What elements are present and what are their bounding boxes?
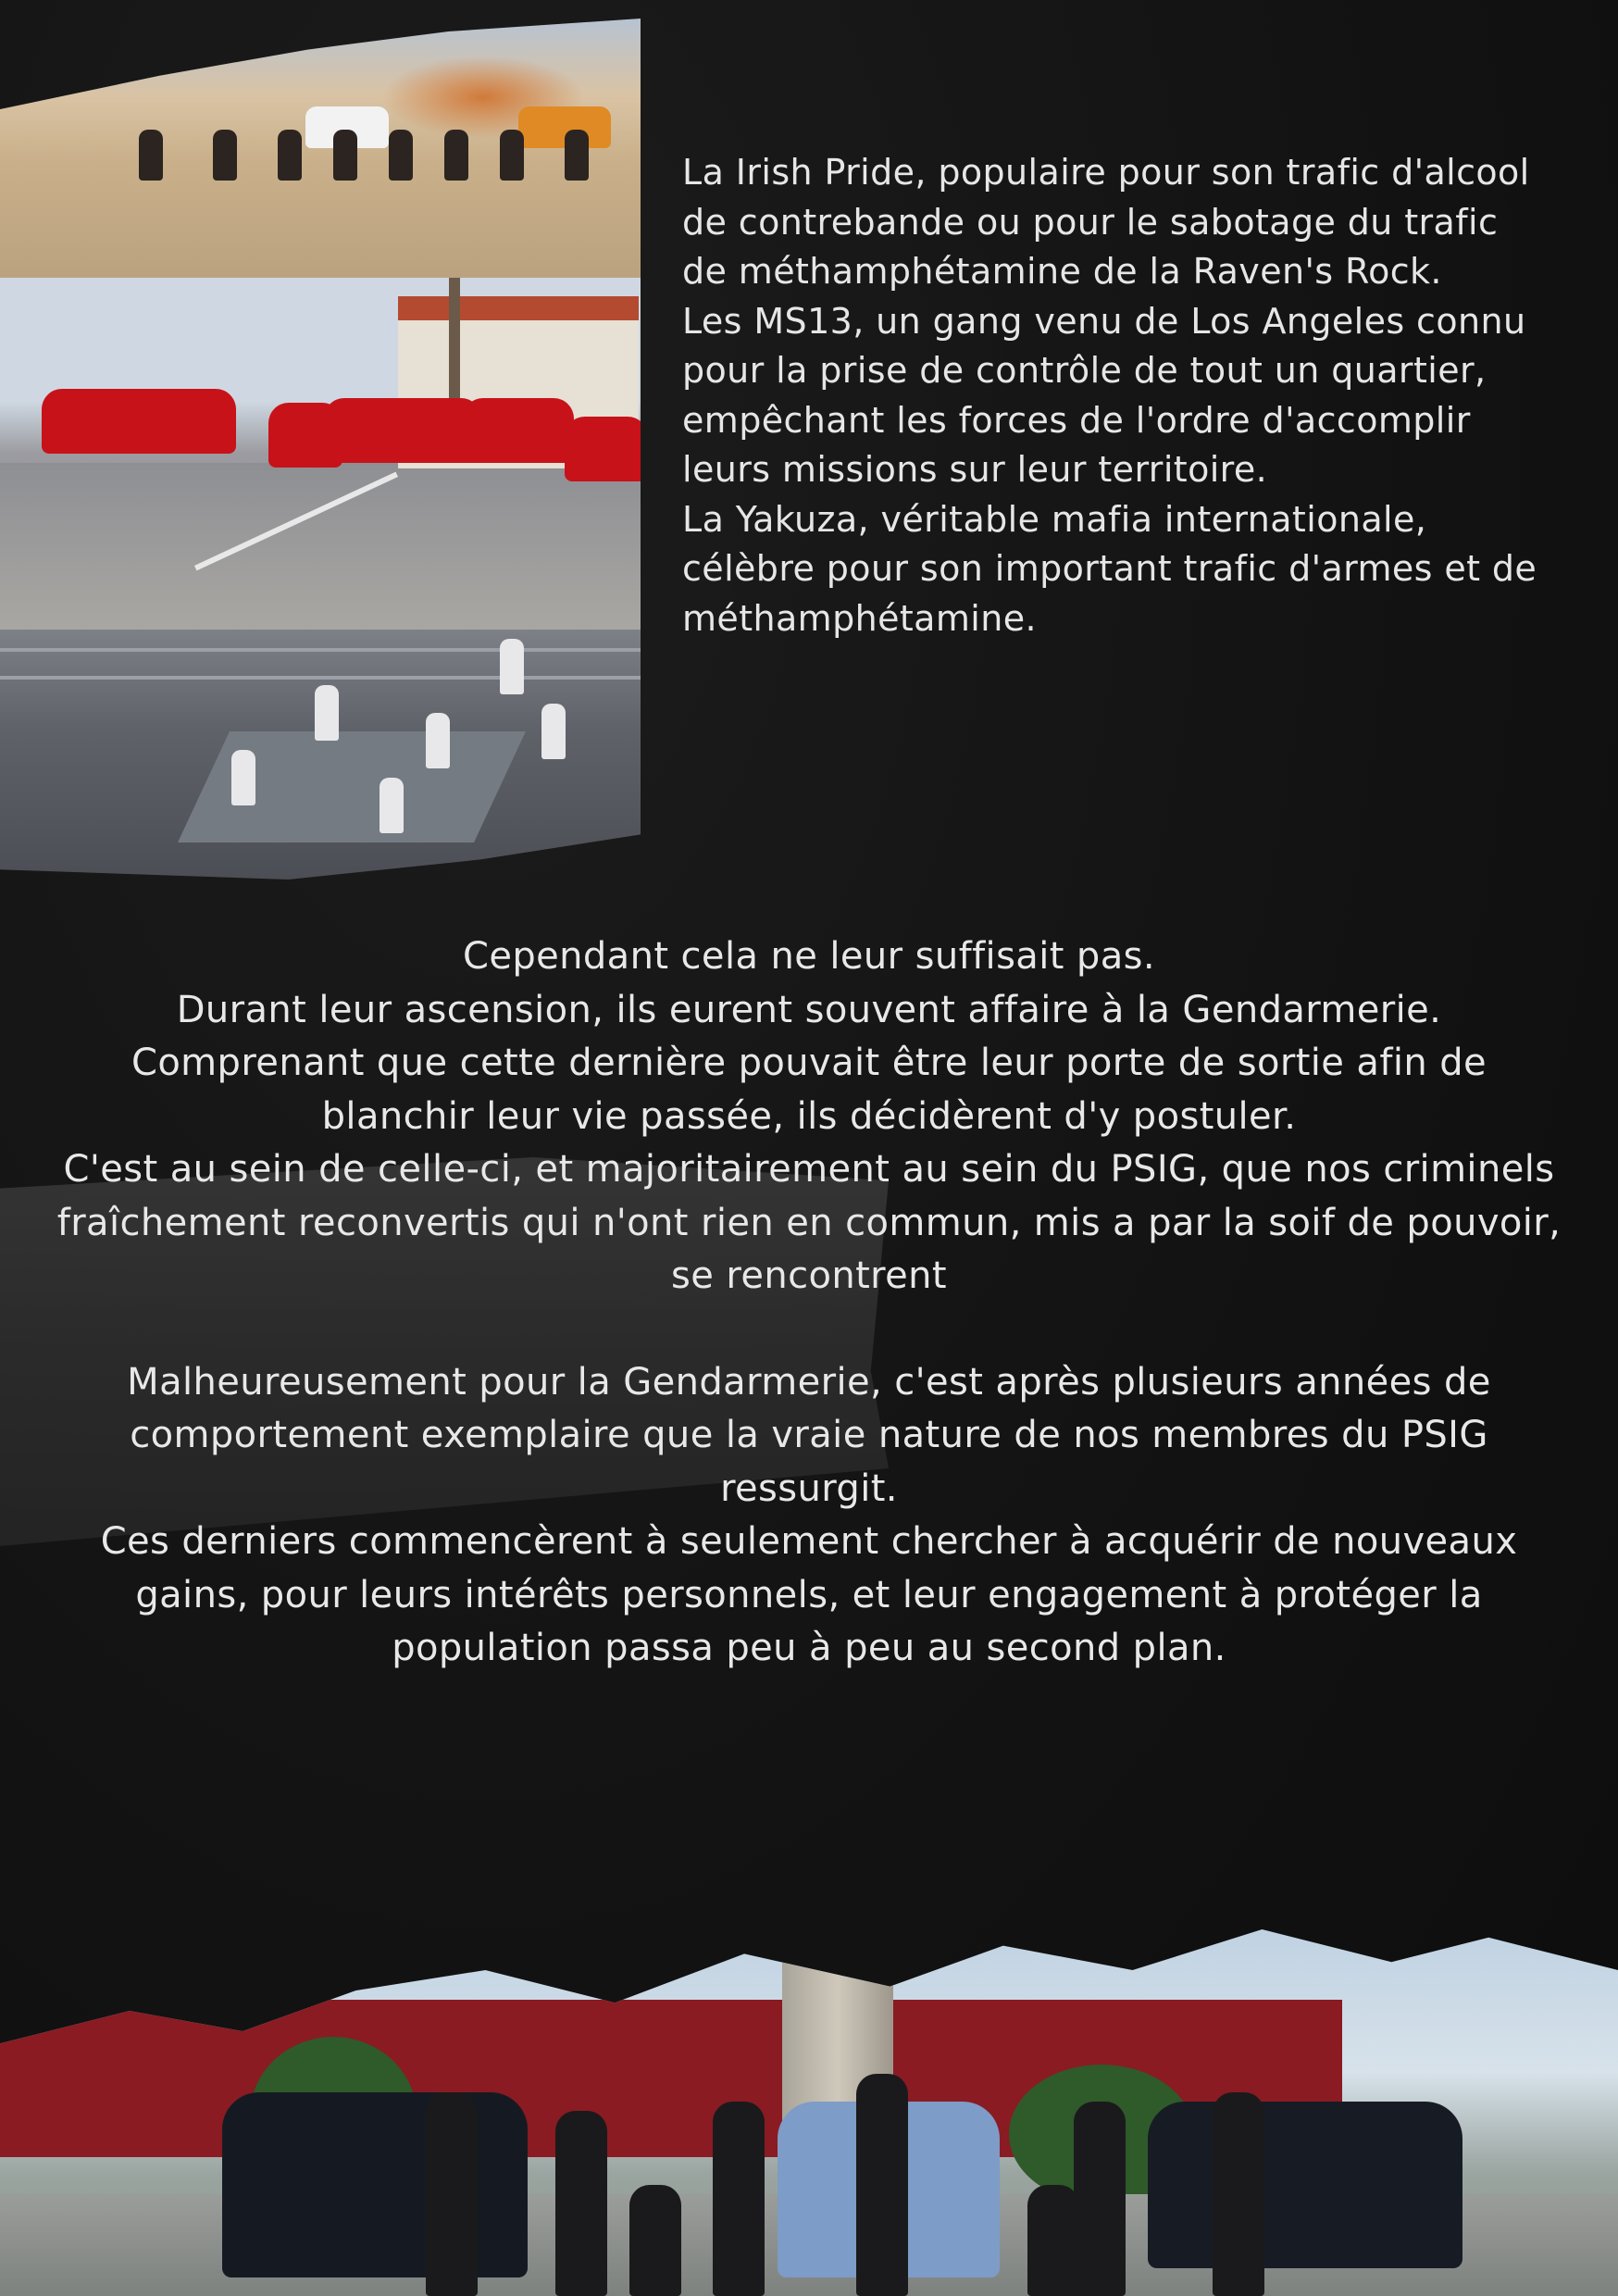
story-paragraph: Cependant cela ne leur suffisait pas. xyxy=(463,935,1155,978)
paragraph-spacer xyxy=(56,1304,1562,1356)
intro-text-block xyxy=(682,148,1552,643)
story-paragraph: Ces derniers commencèrent à seulement chercher à acquérir de nouveaux gains, pour leurs intérêts personnels, et leur engagement à protéger la population passa peu à peu au second plan. xyxy=(100,1520,1518,1669)
story-paragraph: C'est au sein de celle-ci, et majoritairement au sein du PSIG, que nos criminels fraîchement reconvertis qui n'ont rien en commun, mis a par la soif de pouvoir, se rencontrent xyxy=(56,1148,1562,1297)
intro-ms13: Les MS13, un gang venu de Los Angeles connu pour la prise de contrôle de tout un quartier, empêchant les forces de l'ordre d'accomplir leurs missions sur leur territoire. xyxy=(682,300,1526,490)
story-paragraph: Durant leur ascension, ils eurent souvent affaire à la Gendarmerie. xyxy=(176,988,1442,1031)
warehouse-table-photo xyxy=(0,630,641,880)
intro-yakuza: La Yakuza, véritable mafia internationale, célèbre pour son important trafic d'armes et de méthamphétamine. xyxy=(682,498,1537,639)
intro-irish-pride: La Irish Pride, populaire pour son trafic d'alcool de contrebande ou pour le sabotage du trafic de méthamphétamine de la Raven's Rock. xyxy=(682,152,1530,292)
story-text-block xyxy=(56,930,1562,1676)
red-cars-street-photo xyxy=(0,278,641,630)
story-paragraph: Comprenant que cette dernière pouvait être leur porte de sortie afin de blanchir leur vie passée, ils décidèrent d'y postuler. xyxy=(131,1042,1487,1138)
story-paragraph: Malheureusement pour la Gendarmerie, c'est après plusieurs années de comportement exemplaire que la vraie nature de nos membres du PSIG ressurgit. xyxy=(127,1360,1491,1510)
